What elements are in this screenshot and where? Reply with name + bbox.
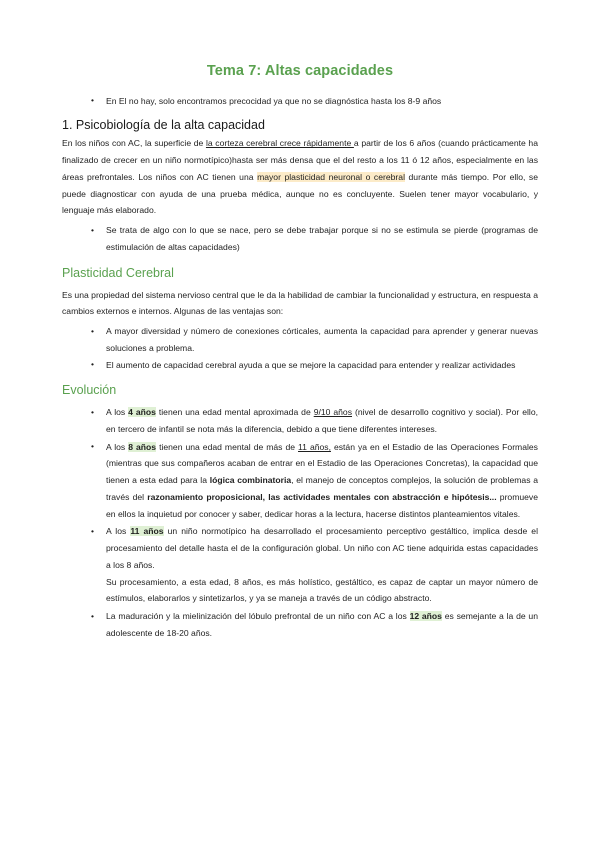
intro-bullet-list <box>62 93 538 110</box>
para-text-c: durante más tiempo. Por ello, se puede diagnosticar con ayuda de una prueba médica, aunque no es concluyente. Suelen tener mayor vocabulario, y lenguaje más elaborado. <box>62 171 538 216</box>
para-text-b: a partir de los 6 años (cuando prácticamente ha finalizado de crecer en un niño normotípico)hasta ser más densa que el del resto a los 11 ó 12 años, especialmente en las áreas prefrontales. Los niños con AC tienen una <box>62 138 538 182</box>
evo-b1-text-b: tienen una edad mental aproximada de <box>155 407 314 418</box>
evo-b2-bold-1: lógica combinatoria <box>209 475 292 486</box>
evo-b4-text-a: La maduración y la mielinización del lóbulo prefrontal de un niño con AC a los <box>106 611 410 622</box>
evo-b3-subparagraph: Su procesamiento, a esta edad, 8 años, es más holístico, gestáltico, es capaz de captar un mayor número de estímulos, elaborarlos y sintetizarlos, y ya se maneja a través de un código abstracto. <box>106 576 538 604</box>
para-underlined-a: la corteza cerebral crece rápidamente <box>205 138 354 149</box>
evo-b2-highlight-age: 8 años <box>128 441 157 452</box>
evo-b3-highlight-age: 11 años <box>130 526 164 537</box>
section3-bullet-list <box>62 404 538 642</box>
section1-bullet-text: Se trata de algo con lo que se nace, pero se debe trabajar porque si no se estimula se pierde (programas de estimulación de altas capacidades) <box>106 225 538 252</box>
section2-bullet-list <box>62 323 538 373</box>
list-item <box>106 323 538 357</box>
intro-bullet-text: En El no hay, solo encontramos precocidad ya que no se diagnóstica hasta los 8-9 años <box>106 95 442 106</box>
evo-b1-underlined-age: 9/10 años <box>313 407 353 418</box>
list-item <box>106 608 538 642</box>
list-item <box>106 357 538 374</box>
list-item <box>106 93 538 110</box>
evo-b2-bold-2: razonamiento proposicional, las actividades mentales con abstracción e hipótesis... <box>147 491 497 502</box>
list-item <box>106 404 538 438</box>
section2-bullet-1-text: A mayor diversidad y número de conexiones córticales, aumenta la capacidad para aprender y generar nuevas soluciones a problema. <box>106 326 538 353</box>
evo-b4-highlight-age: 12 años <box>409 611 442 622</box>
evo-b1-text-a: A los <box>106 407 129 418</box>
evo-b2-text-e: promueve en ellos la inquietud por conocer y saber, dedicar horas a la lectura, hacerse distintos planteamientos vitales. <box>106 491 538 519</box>
para-highlight-yellow: mayor plasticidad neuronal o cerebral <box>257 171 405 182</box>
list-item <box>106 439 538 523</box>
evo-b3-text-b: un niño normotípico ha desarrollado el procesamiento perceptivo gestáltico, implica desde el procesamiento del detalle hasta el de la configuración global. Un niño con AC tiene adquirida estas capacidades a los 8 años. <box>106 526 538 570</box>
evo-b4-text-b: es semejante a la de un adolescente de 18-20 años. <box>106 611 538 638</box>
evo-b3-text-a: A los <box>106 526 131 537</box>
section-heading-evolucion: Evolución <box>62 383 117 398</box>
section2-bullet-2-text: El aumento de capacidad cerebral ayuda a que se mejore la capacidad para entender y realizar actividades <box>106 359 516 370</box>
list-item <box>106 222 538 256</box>
evo-b1-text-c: (nivel de desarrollo cognitivo y social). Por ello, en tercero de infantil se nota más la diferencia, debido a que tiene diferentes intereses. <box>106 407 538 434</box>
page-title: Tema 7: Altas capacidades <box>206 63 394 79</box>
section2-paragraph: Es una propiedad del sistema nervioso central que le da la habilidad de cambiar la funcionalidad y estructura, en respuesta a cambios externos e internos. Algunas de las ventajas son: <box>62 289 538 317</box>
para-text-a: En los niños con AC, la superficie de <box>62 138 206 149</box>
section-heading-psicobiologia: 1. Psicobiología de la alta capacidad <box>62 117 265 132</box>
evo-b1-highlight-age: 4 años <box>128 407 156 418</box>
section1-bullet-list <box>62 222 538 256</box>
evo-b2-text-c: están ya en el Estadio de las Operaciones Formales (mientras que sus compañeros acaban de entrar en el Estadio de las Operaciones Concretas), la capacidad que tienen a esta edad para la <box>106 441 538 486</box>
evo-b2-underlined-age: 11 años, <box>298 441 331 452</box>
evo-b2-text-a: A los <box>106 441 129 452</box>
section-heading-plasticidad: Plasticidad Cerebral <box>62 265 174 280</box>
list-item <box>106 523 538 607</box>
section1-paragraph <box>62 135 538 219</box>
evo-b2-text-b: tienen una edad mental de más de <box>156 441 299 452</box>
evo-b2-text-d: , el manejo de conceptos complejos, la solución de problemas a través del <box>106 475 538 502</box>
